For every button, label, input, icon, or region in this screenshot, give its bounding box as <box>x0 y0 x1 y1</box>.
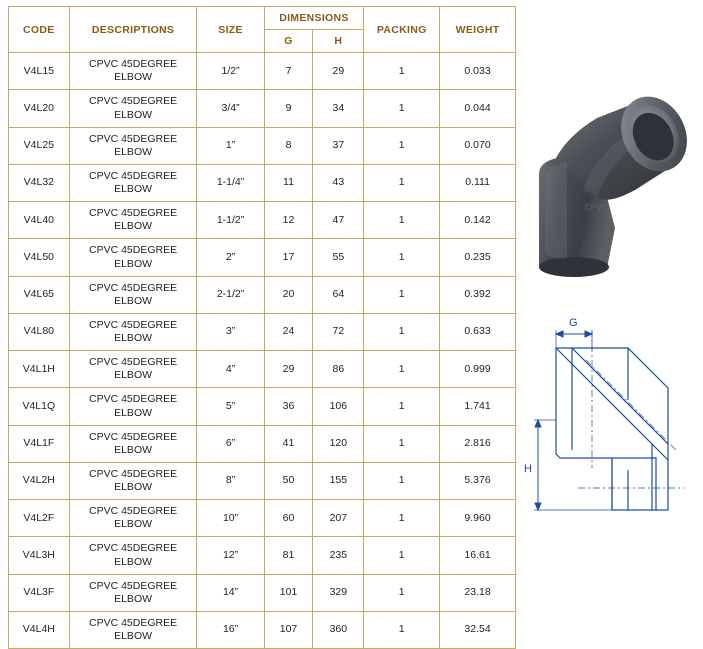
header-descriptions: DESCRIPTIONS <box>69 7 197 53</box>
header-row-primary <box>9 7 516 30</box>
cell-dimension-g: 50 <box>264 462 313 499</box>
cell-dimension-g: 101 <box>264 574 313 611</box>
drawing-dim-g-arrow-right <box>585 331 592 337</box>
cell-description: CPVC 45DEGREE ELBOW <box>69 537 197 574</box>
cell-size: 1/2” <box>197 53 264 90</box>
table-row <box>9 90 516 127</box>
table-row <box>9 500 516 537</box>
cell-weight: 32.54 <box>440 611 516 648</box>
cell-dimension-g: 41 <box>264 425 313 462</box>
table-row <box>9 611 516 648</box>
cell-code: V4L65 <box>9 276 70 313</box>
cell-weight: 23.18 <box>440 574 516 611</box>
cell-code: V4L1H <box>9 351 70 388</box>
cell-weight: 0.142 <box>440 202 516 239</box>
cell-code: V4L32 <box>9 164 70 201</box>
cell-description: CPVC 45DEGREE ELBOW <box>69 388 197 425</box>
cell-code: V4L2H <box>9 462 70 499</box>
header-weight: WEIGHT <box>440 7 516 53</box>
cell-packing: 1 <box>364 90 440 127</box>
header-size: SIZE <box>197 7 264 53</box>
cell-dimension-g: 60 <box>264 500 313 537</box>
cell-packing: 1 <box>364 53 440 90</box>
cell-code: V4L50 <box>9 239 70 276</box>
table-row <box>9 351 516 388</box>
cell-packing: 1 <box>364 462 440 499</box>
cell-dimension-h: 55 <box>313 239 364 276</box>
cell-description: CPVC 45DEGREE ELBOW <box>69 425 197 462</box>
header-dimension-h: H <box>313 30 364 53</box>
table-row <box>9 388 516 425</box>
cell-dimension-h: 86 <box>313 351 364 388</box>
elbow-bottom-rim <box>539 257 609 277</box>
table-row <box>9 425 516 462</box>
cell-code: V4L2F <box>9 500 70 537</box>
cell-dimension-g: 36 <box>264 388 313 425</box>
cell-code: V4L3H <box>9 537 70 574</box>
cell-packing: 1 <box>364 239 440 276</box>
drawing-label-h: H <box>524 463 532 475</box>
cell-description: CPVC 45DEGREE ELBOW <box>69 313 197 350</box>
cell-description: CPVC 45DEGREE ELBOW <box>69 611 197 648</box>
cell-description: CPVC 45DEGREE ELBOW <box>69 276 197 313</box>
cell-packing: 1 <box>364 313 440 350</box>
cell-code: V4L40 <box>9 202 70 239</box>
cell-dimension-h: 120 <box>313 425 364 462</box>
table-row <box>9 537 516 574</box>
cell-weight: 1.741 <box>440 388 516 425</box>
cell-packing: 1 <box>364 611 440 648</box>
table-row <box>9 239 516 276</box>
cell-code: V4L1Q <box>9 388 70 425</box>
drawing-dim-h-arrow-bottom <box>535 503 541 510</box>
cell-size: 10” <box>197 500 264 537</box>
drawing-label-g: G <box>569 317 578 329</box>
cell-weight: 0.392 <box>440 276 516 313</box>
cell-description: CPVC 45DEGREE ELBOW <box>69 462 197 499</box>
table-row <box>9 127 516 164</box>
cell-dimension-g: 8 <box>264 127 313 164</box>
cell-dimension-h: 329 <box>313 574 364 611</box>
drawing-diagonal-b <box>572 348 668 444</box>
cell-weight: 0.633 <box>440 313 516 350</box>
cell-dimension-h: 43 <box>313 164 364 201</box>
table-row <box>9 574 516 611</box>
cell-weight: 2.816 <box>440 425 516 462</box>
cell-code: V4L25 <box>9 127 70 164</box>
table-row <box>9 164 516 201</box>
cell-dimension-g: 20 <box>264 276 313 313</box>
cell-size: 1-1/4” <box>197 164 264 201</box>
cell-dimension-h: 72 <box>313 313 364 350</box>
table-row <box>9 276 516 313</box>
cell-dimension-h: 155 <box>313 462 364 499</box>
cell-packing: 1 <box>364 425 440 462</box>
cell-size: 8” <box>197 462 264 499</box>
table-row <box>9 202 516 239</box>
cell-code: V4L1F <box>9 425 70 462</box>
cell-dimension-g: 81 <box>264 537 313 574</box>
cell-size: 14” <box>197 574 264 611</box>
header-dimensions: DIMENSIONS <box>264 7 364 30</box>
cell-dimension-h: 64 <box>313 276 364 313</box>
cell-weight: 9.960 <box>440 500 516 537</box>
table-header <box>9 7 516 53</box>
cell-code: V4L15 <box>9 53 70 90</box>
cell-packing: 1 <box>364 537 440 574</box>
cell-dimension-g: 24 <box>264 313 313 350</box>
drawing-centerline-diagonal <box>586 360 676 450</box>
dimension-drawing <box>516 300 700 530</box>
cell-description: CPVC 45DEGREE ELBOW <box>69 239 197 276</box>
header-code: CODE <box>9 7 70 53</box>
cell-packing: 1 <box>364 500 440 537</box>
cell-dimension-g: 29 <box>264 351 313 388</box>
cell-weight: 5.376 <box>440 462 516 499</box>
cell-packing: 1 <box>364 351 440 388</box>
cell-weight: 0.111 <box>440 164 516 201</box>
cell-weight: 0.033 <box>440 53 516 90</box>
drawing-outline-lower <box>556 348 656 510</box>
cell-size: 3/4” <box>197 90 264 127</box>
cell-size: 12” <box>197 537 264 574</box>
cell-dimension-g: 7 <box>264 53 313 90</box>
cell-dimension-h: 235 <box>313 537 364 574</box>
cell-dimension-h: 360 <box>313 611 364 648</box>
cell-weight: 0.070 <box>440 127 516 164</box>
cell-weight: 0.235 <box>440 239 516 276</box>
cell-code: V4L80 <box>9 313 70 350</box>
cell-dimension-h: 47 <box>313 202 364 239</box>
cell-dimension-h: 207 <box>313 500 364 537</box>
product-photo <box>523 78 695 278</box>
cell-packing: 1 <box>364 388 440 425</box>
cell-size: 4” <box>197 351 264 388</box>
cell-weight: 0.999 <box>440 351 516 388</box>
cell-dimension-h: 29 <box>313 53 364 90</box>
cell-description: CPVC 45DEGREE ELBOW <box>69 202 197 239</box>
header-dimension-g: G <box>264 30 313 53</box>
cell-dimension-h: 37 <box>313 127 364 164</box>
cell-code: V4L4H <box>9 611 70 648</box>
cell-description: CPVC 45DEGREE ELBOW <box>69 574 197 611</box>
dimension-drawing-svg <box>516 300 700 530</box>
cell-dimension-h: 106 <box>313 388 364 425</box>
drawing-diagonal-a <box>556 348 668 460</box>
cell-dimension-g: 11 <box>264 164 313 201</box>
cell-dimension-g: 9 <box>264 90 313 127</box>
specification-table <box>8 6 516 649</box>
header-packing: PACKING <box>364 7 440 53</box>
cell-packing: 1 <box>364 164 440 201</box>
drawing-dim-h-arrow-top <box>535 420 541 427</box>
cell-size: 2” <box>197 239 264 276</box>
cell-description: CPVC 45DEGREE ELBOW <box>69 164 197 201</box>
cell-size: 6” <box>197 425 264 462</box>
elbow-highlight-left <box>545 162 567 259</box>
cell-weight: 0.044 <box>440 90 516 127</box>
elbow-embossed-text: CPVC <box>585 203 608 212</box>
cell-size: 1-1/2” <box>197 202 264 239</box>
cell-weight: 16.61 <box>440 537 516 574</box>
cell-packing: 1 <box>364 127 440 164</box>
table-row <box>9 53 516 90</box>
elbow-photo-svg <box>523 78 695 278</box>
cell-dimension-g: 107 <box>264 611 313 648</box>
table-row <box>9 313 516 350</box>
cell-packing: 1 <box>364 276 440 313</box>
drawing-dim-g-arrow-left <box>556 331 563 337</box>
cell-size: 3” <box>197 313 264 350</box>
cell-description: CPVC 45DEGREE ELBOW <box>69 90 197 127</box>
cell-size: 1” <box>197 127 264 164</box>
cell-code: V4L20 <box>9 90 70 127</box>
specification-table-container <box>8 6 516 649</box>
table-body <box>9 53 516 649</box>
cell-packing: 1 <box>364 202 440 239</box>
cell-description: CPVC 45DEGREE ELBOW <box>69 127 197 164</box>
cell-size: 16” <box>197 611 264 648</box>
cell-description: CPVC 45DEGREE ELBOW <box>69 500 197 537</box>
cell-code: V4L3F <box>9 574 70 611</box>
cell-description: CPVC 45DEGREE ELBOW <box>69 53 197 90</box>
cell-description: CPVC 45DEGREE ELBOW <box>69 351 197 388</box>
cell-dimension-g: 12 <box>264 202 313 239</box>
cell-size: 2-1/2” <box>197 276 264 313</box>
cell-size: 5” <box>197 388 264 425</box>
cell-dimension-h: 34 <box>313 90 364 127</box>
table-row <box>9 462 516 499</box>
cell-dimension-g: 17 <box>264 239 313 276</box>
cell-packing: 1 <box>364 574 440 611</box>
